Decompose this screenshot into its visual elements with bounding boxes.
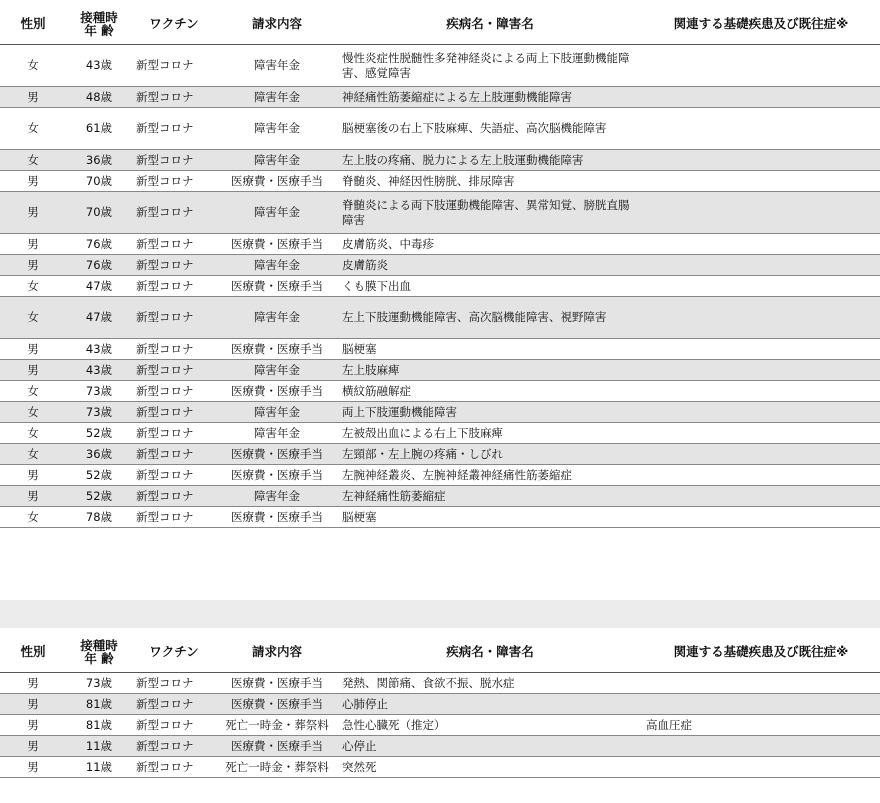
cell-age: 73歳 <box>66 673 132 694</box>
cell-base-condition <box>642 694 880 715</box>
cell-base-condition <box>642 171 880 192</box>
cell-base-condition <box>642 360 880 381</box>
cell-vaccine: 新型コロナ <box>132 108 216 150</box>
cell-vaccine: 新型コロナ <box>132 150 216 171</box>
header-age-line1: 接種時 <box>80 9 118 25</box>
cell-sex: 女 <box>0 108 66 150</box>
cell-claim: 医療費・医療手当 <box>216 694 338 715</box>
cell-sex: 女 <box>0 507 66 528</box>
cell-sex: 男 <box>0 486 66 507</box>
header-age-line2: 年 齢 <box>84 23 114 38</box>
cell-claim: 障害年金 <box>216 150 338 171</box>
cell-claim: 死亡一時金・葬祭料 <box>216 757 338 778</box>
cell-sex: 男 <box>0 234 66 255</box>
cell-sex: 男 <box>0 736 66 757</box>
cell-disease: 脊髄炎による両下肢運動機能障害、異常知覚、膀胱直腸障害 <box>338 192 642 234</box>
cell-base-condition <box>642 339 880 360</box>
table-row <box>0 192 880 234</box>
cell-claim: 障害年金 <box>216 423 338 444</box>
table-body-1 <box>0 45 880 528</box>
table-row <box>0 465 880 486</box>
cell-age: 43歳 <box>66 360 132 381</box>
header-claim: 請求内容 <box>216 4 338 45</box>
header-sex: 性別 <box>0 632 66 673</box>
cell-base-condition <box>642 444 880 465</box>
cell-base-condition <box>642 381 880 402</box>
cell-vaccine: 新型コロナ <box>132 87 216 108</box>
cell-sex: 女 <box>0 45 66 87</box>
cell-sex: 男 <box>0 192 66 234</box>
cell-age: 52歳 <box>66 423 132 444</box>
cell-vaccine: 新型コロナ <box>132 381 216 402</box>
cell-age: 81歳 <box>66 715 132 736</box>
cell-sex: 女 <box>0 444 66 465</box>
cell-vaccine: 新型コロナ <box>132 757 216 778</box>
cell-age: 73歳 <box>66 381 132 402</box>
cell-sex: 女 <box>0 402 66 423</box>
cell-base-condition <box>642 150 880 171</box>
cell-sex: 男 <box>0 360 66 381</box>
table-row <box>0 45 880 87</box>
cell-disease: 皮膚筋炎 <box>338 255 642 276</box>
cell-sex: 男 <box>0 255 66 276</box>
table-row <box>0 381 880 402</box>
cell-base-condition <box>642 87 880 108</box>
cell-sex: 男 <box>0 87 66 108</box>
table-row <box>0 673 880 694</box>
header-vaccine: ワクチン <box>132 4 216 45</box>
cell-age: 73歳 <box>66 402 132 423</box>
cell-claim: 障害年金 <box>216 486 338 507</box>
cell-disease: 左被殻出血による右上下肢麻痺 <box>338 423 642 444</box>
header-vaccine: ワクチン <box>132 632 216 673</box>
cell-age: 47歳 <box>66 276 132 297</box>
header-sex: 性別 <box>0 4 66 45</box>
cell-disease: 慢性炎症性脱髄性多発神経炎による両上下肢運動機能障害、感覚障害 <box>338 45 642 87</box>
cell-age: 43歳 <box>66 339 132 360</box>
cell-base-condition <box>642 423 880 444</box>
cell-age: 11歳 <box>66 736 132 757</box>
table-row <box>0 339 880 360</box>
cell-base-condition <box>642 486 880 507</box>
cell-sex: 男 <box>0 694 66 715</box>
cell-age: 76歳 <box>66 255 132 276</box>
cell-sex: 女 <box>0 381 66 402</box>
table-row <box>0 507 880 528</box>
cell-disease: 脊髄炎、神経因性膀胱、排尿障害 <box>338 171 642 192</box>
table-row <box>0 360 880 381</box>
cell-disease: 発熱、関節痛、食欲不振、脱水症 <box>338 673 642 694</box>
cell-claim: 障害年金 <box>216 192 338 234</box>
header-age-line1: 接種時 <box>80 637 118 653</box>
cell-claim: 障害年金 <box>216 402 338 423</box>
cell-age: 43歳 <box>66 45 132 87</box>
cell-base-condition <box>642 192 880 234</box>
cell-sex: 男 <box>0 339 66 360</box>
cell-vaccine: 新型コロナ <box>132 360 216 381</box>
cell-sex: 男 <box>0 465 66 486</box>
cell-disease: 横紋筋融解症 <box>338 381 642 402</box>
cell-age: 76歳 <box>66 234 132 255</box>
cell-base-condition <box>642 673 880 694</box>
cell-disease: 心停止 <box>338 736 642 757</box>
cell-age: 36歳 <box>66 444 132 465</box>
cell-age: 70歳 <box>66 192 132 234</box>
cell-claim: 医療費・医療手当 <box>216 276 338 297</box>
table-row <box>0 694 880 715</box>
cell-disease: 脳梗塞 <box>338 339 642 360</box>
cell-vaccine: 新型コロナ <box>132 276 216 297</box>
cell-base-condition <box>642 255 880 276</box>
cell-sex: 男 <box>0 715 66 736</box>
header-claim: 請求内容 <box>216 632 338 673</box>
header-age <box>66 632 132 673</box>
cell-disease: 脳梗塞 <box>338 507 642 528</box>
cell-base-condition <box>642 276 880 297</box>
cell-age: 61歳 <box>66 108 132 150</box>
cell-sex: 男 <box>0 673 66 694</box>
cell-disease: くも膜下出血 <box>338 276 642 297</box>
cell-disease: 左上肢の疼痛、脱力による左上肢運動機能障害 <box>338 150 642 171</box>
header-row <box>0 632 880 673</box>
cell-base-condition <box>642 507 880 528</box>
cell-sex: 女 <box>0 276 66 297</box>
table-row <box>0 234 880 255</box>
header-disease: 疾病名・障害名 <box>338 4 642 45</box>
cell-vaccine: 新型コロナ <box>132 339 216 360</box>
cell-base-condition <box>642 465 880 486</box>
table-row <box>0 715 880 736</box>
table-row <box>0 150 880 171</box>
cell-disease: 左上肢麻痺 <box>338 360 642 381</box>
cell-vaccine: 新型コロナ <box>132 465 216 486</box>
cell-age: 52歳 <box>66 465 132 486</box>
cell-vaccine: 新型コロナ <box>132 486 216 507</box>
relief-claims-table-1 <box>0 4 880 528</box>
table-row <box>0 486 880 507</box>
cell-disease: 両上下肢運動機能障害 <box>338 402 642 423</box>
cell-disease: 皮膚筋炎、中毒疹 <box>338 234 642 255</box>
cell-claim: 医療費・医療手当 <box>216 673 338 694</box>
cell-claim: 死亡一時金・葬祭料 <box>216 715 338 736</box>
cell-claim: 医療費・医療手当 <box>216 736 338 757</box>
cell-vaccine: 新型コロナ <box>132 171 216 192</box>
cell-sex: 男 <box>0 171 66 192</box>
header-age-line2: 年 齢 <box>84 651 114 666</box>
cell-base-condition <box>642 45 880 87</box>
cell-vaccine: 新型コロナ <box>132 192 216 234</box>
cell-vaccine: 新型コロナ <box>132 255 216 276</box>
cell-vaccine: 新型コロナ <box>132 423 216 444</box>
cell-disease: 左腕神経叢炎、左腕神経叢神経痛性筋萎縮症 <box>338 465 642 486</box>
cell-vaccine: 新型コロナ <box>132 444 216 465</box>
document-page-2 <box>0 628 880 803</box>
cell-sex: 女 <box>0 297 66 339</box>
cell-age: 36歳 <box>66 150 132 171</box>
table-row <box>0 757 880 778</box>
cell-vaccine: 新型コロナ <box>132 736 216 757</box>
cell-sex: 女 <box>0 150 66 171</box>
cell-base-condition: 高血圧症 <box>642 715 880 736</box>
header-disease: 疾病名・障害名 <box>338 632 642 673</box>
cell-disease: 突然死 <box>338 757 642 778</box>
cell-claim: 障害年金 <box>216 108 338 150</box>
cell-sex: 男 <box>0 757 66 778</box>
cell-claim: 医療費・医療手当 <box>216 381 338 402</box>
cell-base-condition <box>642 757 880 778</box>
cell-age: 47歳 <box>66 297 132 339</box>
cell-sex: 女 <box>0 423 66 444</box>
table-row <box>0 276 880 297</box>
cell-claim: 医療費・医療手当 <box>216 444 338 465</box>
cell-claim: 医療費・医療手当 <box>216 234 338 255</box>
table-row <box>0 108 880 150</box>
cell-base-condition <box>642 234 880 255</box>
table-row <box>0 402 880 423</box>
table-row <box>0 87 880 108</box>
cell-age: 48歳 <box>66 87 132 108</box>
table-row <box>0 444 880 465</box>
cell-vaccine: 新型コロナ <box>132 297 216 339</box>
relief-claims-table-2 <box>0 632 880 778</box>
cell-claim: 障害年金 <box>216 297 338 339</box>
cell-base-condition <box>642 297 880 339</box>
cell-disease: 左神経痛性筋萎縮症 <box>338 486 642 507</box>
cell-claim: 医療費・医療手当 <box>216 507 338 528</box>
header-base-condition: 関連する基礎疾患及び既往症※ <box>642 632 880 673</box>
cell-vaccine: 新型コロナ <box>132 45 216 87</box>
table-row <box>0 171 880 192</box>
cell-claim: 障害年金 <box>216 360 338 381</box>
cell-base-condition <box>642 108 880 150</box>
cell-base-condition <box>642 736 880 757</box>
cell-claim: 医療費・医療手当 <box>216 339 338 360</box>
cell-claim: 医療費・医療手当 <box>216 171 338 192</box>
page-separator <box>0 600 880 628</box>
cell-vaccine: 新型コロナ <box>132 234 216 255</box>
cell-disease: 急性心臓死（推定） <box>338 715 642 736</box>
cell-age: 11歳 <box>66 757 132 778</box>
cell-claim: 障害年金 <box>216 45 338 87</box>
table-row <box>0 423 880 444</box>
cell-claim: 障害年金 <box>216 255 338 276</box>
cell-disease: 脳梗塞後の右上下肢麻痺、失語症、高次脳機能障害 <box>338 108 642 150</box>
cell-vaccine: 新型コロナ <box>132 402 216 423</box>
cell-base-condition <box>642 402 880 423</box>
cell-age: 81歳 <box>66 694 132 715</box>
table-row <box>0 297 880 339</box>
header-age <box>66 4 132 45</box>
cell-age: 78歳 <box>66 507 132 528</box>
table-row <box>0 736 880 757</box>
header-base-condition: 関連する基礎疾患及び既往症※ <box>642 4 880 45</box>
cell-vaccine: 新型コロナ <box>132 694 216 715</box>
cell-disease: 左頸部・左上腕の疼痛・しびれ <box>338 444 642 465</box>
cell-claim: 障害年金 <box>216 87 338 108</box>
cell-disease: 左上下肢運動機能障害、高次脳機能障害、視野障害 <box>338 297 642 339</box>
cell-vaccine: 新型コロナ <box>132 673 216 694</box>
cell-vaccine: 新型コロナ <box>132 507 216 528</box>
cell-age: 52歳 <box>66 486 132 507</box>
table-body-2 <box>0 673 880 778</box>
table-row <box>0 255 880 276</box>
cell-age: 70歳 <box>66 171 132 192</box>
cell-claim: 医療費・医療手当 <box>216 465 338 486</box>
cell-vaccine: 新型コロナ <box>132 715 216 736</box>
cell-disease: 神経痛性筋萎縮症による左上肢運動機能障害 <box>338 87 642 108</box>
header-row <box>0 4 880 45</box>
cell-disease: 心肺停止 <box>338 694 642 715</box>
